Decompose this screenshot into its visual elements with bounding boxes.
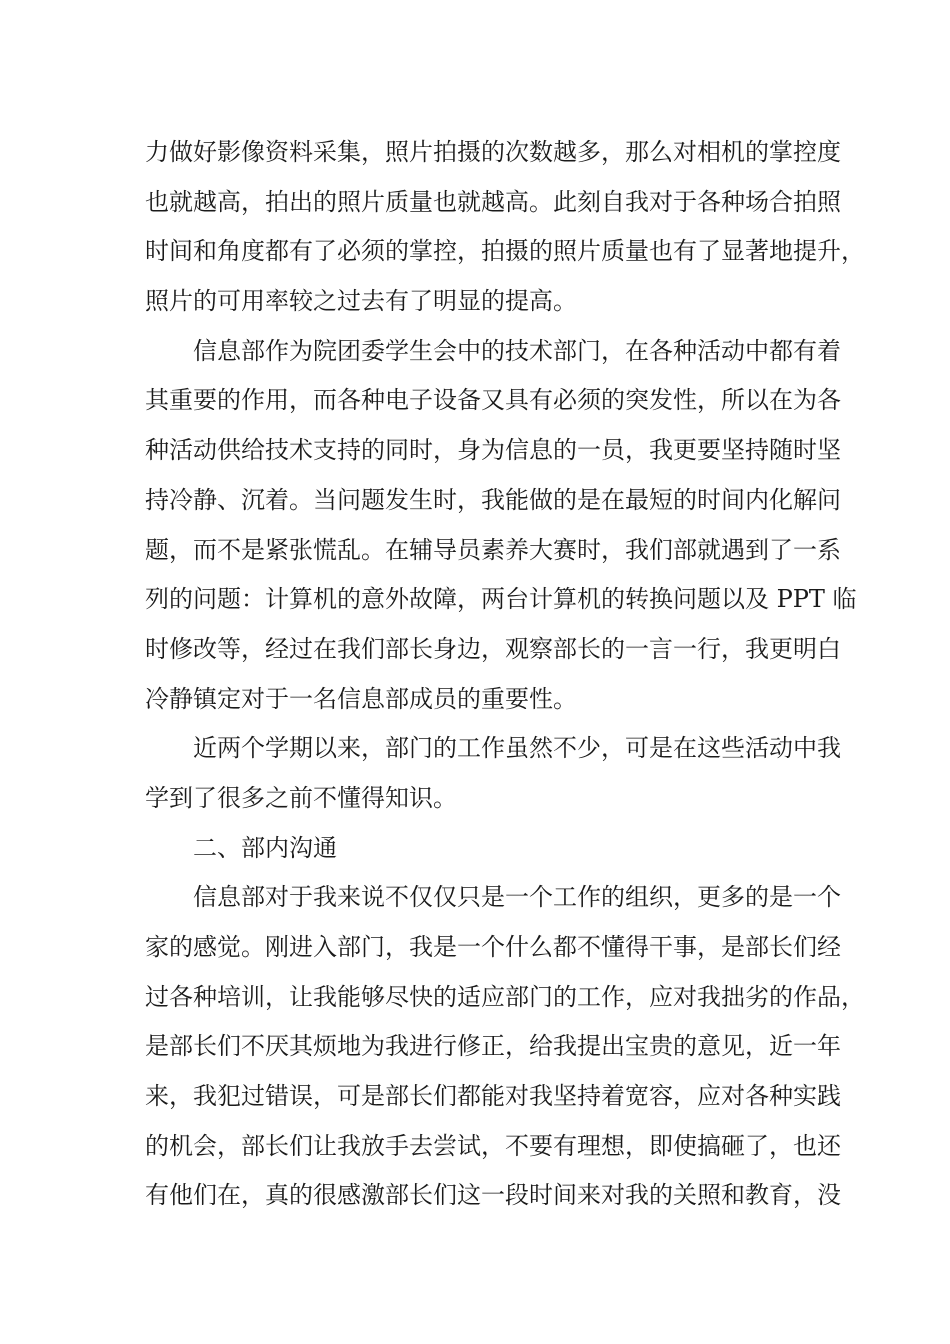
text-line: 力做好影像资料采集，照片拍摄的次数越多，那么对相机的掌控度 (145, 138, 841, 166)
text-line: 也就越高，拍出的照片质量也就越高。此刻自我对于各种场合拍照 (145, 187, 841, 216)
text-line: 信息部对于我来说不仅仅只是一个工作的组织，更多的是一个 (193, 883, 841, 912)
text-line: 学到了很多之前不懂得知识。 (145, 783, 457, 812)
text-line: 照片的可用率较之过去有了明显的提高。 (145, 287, 577, 316)
text-line: 来，我犯过错误，可是部长们都能对我坚持着宽容，应对各种实践 (145, 1082, 841, 1111)
text-line: 种活动供给技术支持的同时，身为信息的一员，我更要坚持随时坚 (145, 436, 841, 465)
text-line: 近两个学期以来，部门的工作虽然不少，可是在这些活动中我 (193, 734, 841, 763)
text-line: 二、部内沟通 (193, 833, 337, 862)
text-line: 的机会，部长们让我放手去尝试，不要有理想，即使搞砸了，也还 (145, 1131, 841, 1160)
document-body (145, 128, 865, 1221)
text-line: 其重要的作用，而各种电子设备又具有必须的突发性，所以在为各 (145, 386, 841, 415)
text-line: 信息部作为院团委学生会中的技术部门，在各种活动中都有着 (193, 336, 841, 365)
text-line: 冷静镇定对于一名信息部成员的重要性。 (145, 684, 577, 713)
text-line: 列的问题：计算机的意外故障，两台计算机的转换问题以及 PPT 临 (145, 585, 857, 614)
text-line: 时间和角度都有了必须的掌控，拍摄的照片质量也有了显著地提升， (145, 237, 865, 266)
text-line: 是部长们不厌其烦地为我进行修正，给我提出宝贵的意见，近一年 (145, 1032, 841, 1061)
text-line: 家的感觉。刚进入部门，我是一个什么都不懂得干事，是部长们经 (145, 933, 841, 961)
text-line: 持冷静、沉着。当问题发生时，我能做的是在最短的时间内化解问 (145, 485, 841, 514)
text-line: 有他们在，真的很感激部长们这一段时间来对我的关照和教育，没 (145, 1181, 841, 1210)
text-line: 时修改等，经过在我们部长身边，观察部长的一言一行，我更明白 (145, 634, 841, 663)
text-line: 题，而不是紧张慌乱。在辅导员素养大赛时，我们部就遇到了一系 (145, 535, 841, 564)
text-line: 过各种培训，让我能够尽快的适应部门的工作，应对我拙劣的作品， (145, 982, 865, 1011)
